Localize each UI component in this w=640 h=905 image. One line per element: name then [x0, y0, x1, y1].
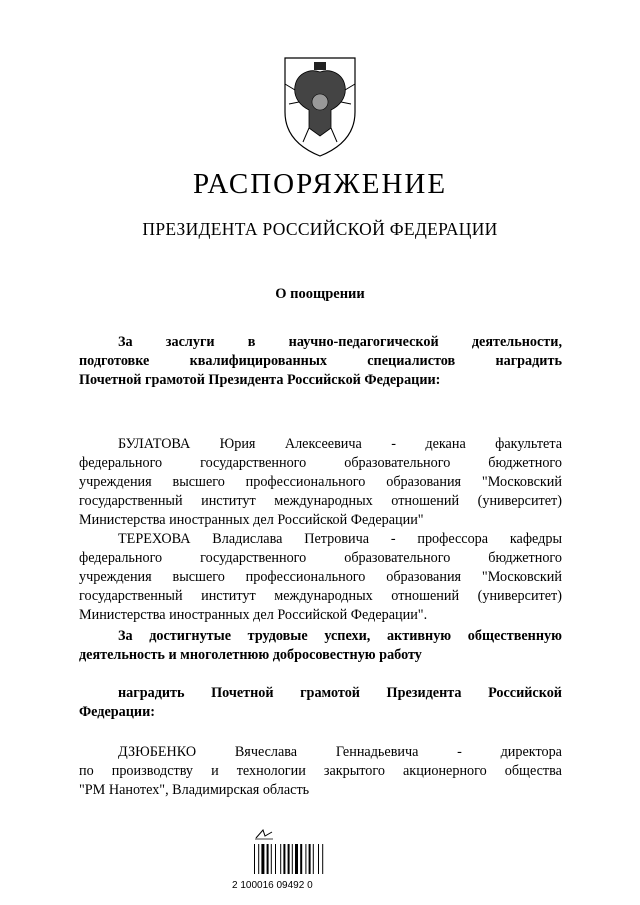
barcode-icon — [254, 844, 340, 874]
text-line: наградить Почетной грамотой Президента Российской — [118, 685, 562, 701]
section-2 — [79, 627, 562, 665]
text-line: подготовке квалифицированных специалистов наградить — [79, 353, 562, 369]
text-line: федерального государственного образовательного бюджетного — [79, 455, 562, 471]
text-line: За достигнутые трудовые успехи, активную общественную — [118, 628, 562, 644]
text-line: Министерства иностранных дел Российской Федерации" — [79, 512, 424, 528]
text-line: "РМ Нанотех", Владимирская область — [79, 782, 310, 798]
text-line: государственный институт международных отношений (университет) — [79, 588, 562, 604]
archive-mark-icon — [254, 828, 274, 840]
section-1 — [79, 333, 562, 390]
text-line: учреждения высшего профессионального образования "Московский — [79, 569, 562, 585]
text-line: учреждения высшего профессионального образования "Московский — [79, 474, 562, 490]
text-line: по производству и технологии закрытого акционерного общества — [79, 763, 562, 779]
text-line: БУЛАТОВА Юрия Алексеевича - декана факультета — [118, 436, 562, 452]
text-line: государственный институт международных отношений (университет) — [79, 493, 562, 509]
text-line: Почетной грамотой Президента Российской Федерации: — [79, 372, 441, 388]
document-title: РАСПОРЯЖЕНИЕ — [192, 168, 448, 200]
barcode-number: 2 100016 09492 0 — [232, 880, 313, 891]
text-line: ТЕРЕХОВА Владислава Петровича - профессора кафедры — [118, 531, 562, 547]
text-line: ДЗЮБЕНКО Вячеслава Геннадьевича - директора — [118, 744, 562, 760]
award-bulatov — [79, 435, 562, 530]
award-dzyubenko — [79, 743, 562, 800]
award-terekhov — [79, 530, 562, 625]
text-line: деятельность и многолетнюю добросовестную работу — [79, 647, 422, 663]
text-line: За заслуги в научно-педагогической деятельности, — [118, 334, 562, 350]
section-3 — [79, 684, 562, 722]
state-emblem-icon — [279, 50, 361, 160]
document-subtitle: ПРЕЗИДЕНТА РОССИЙСКОЙ ФЕДЕРАЦИИ — [142, 219, 498, 239]
text-line: федерального государственного образовательного бюджетного — [79, 550, 562, 566]
document-heading: О поощрении — [275, 286, 365, 302]
text-line: Федерации: — [79, 704, 156, 720]
text-line: Министерства иностранных дел Российской Федерации". — [79, 607, 428, 623]
